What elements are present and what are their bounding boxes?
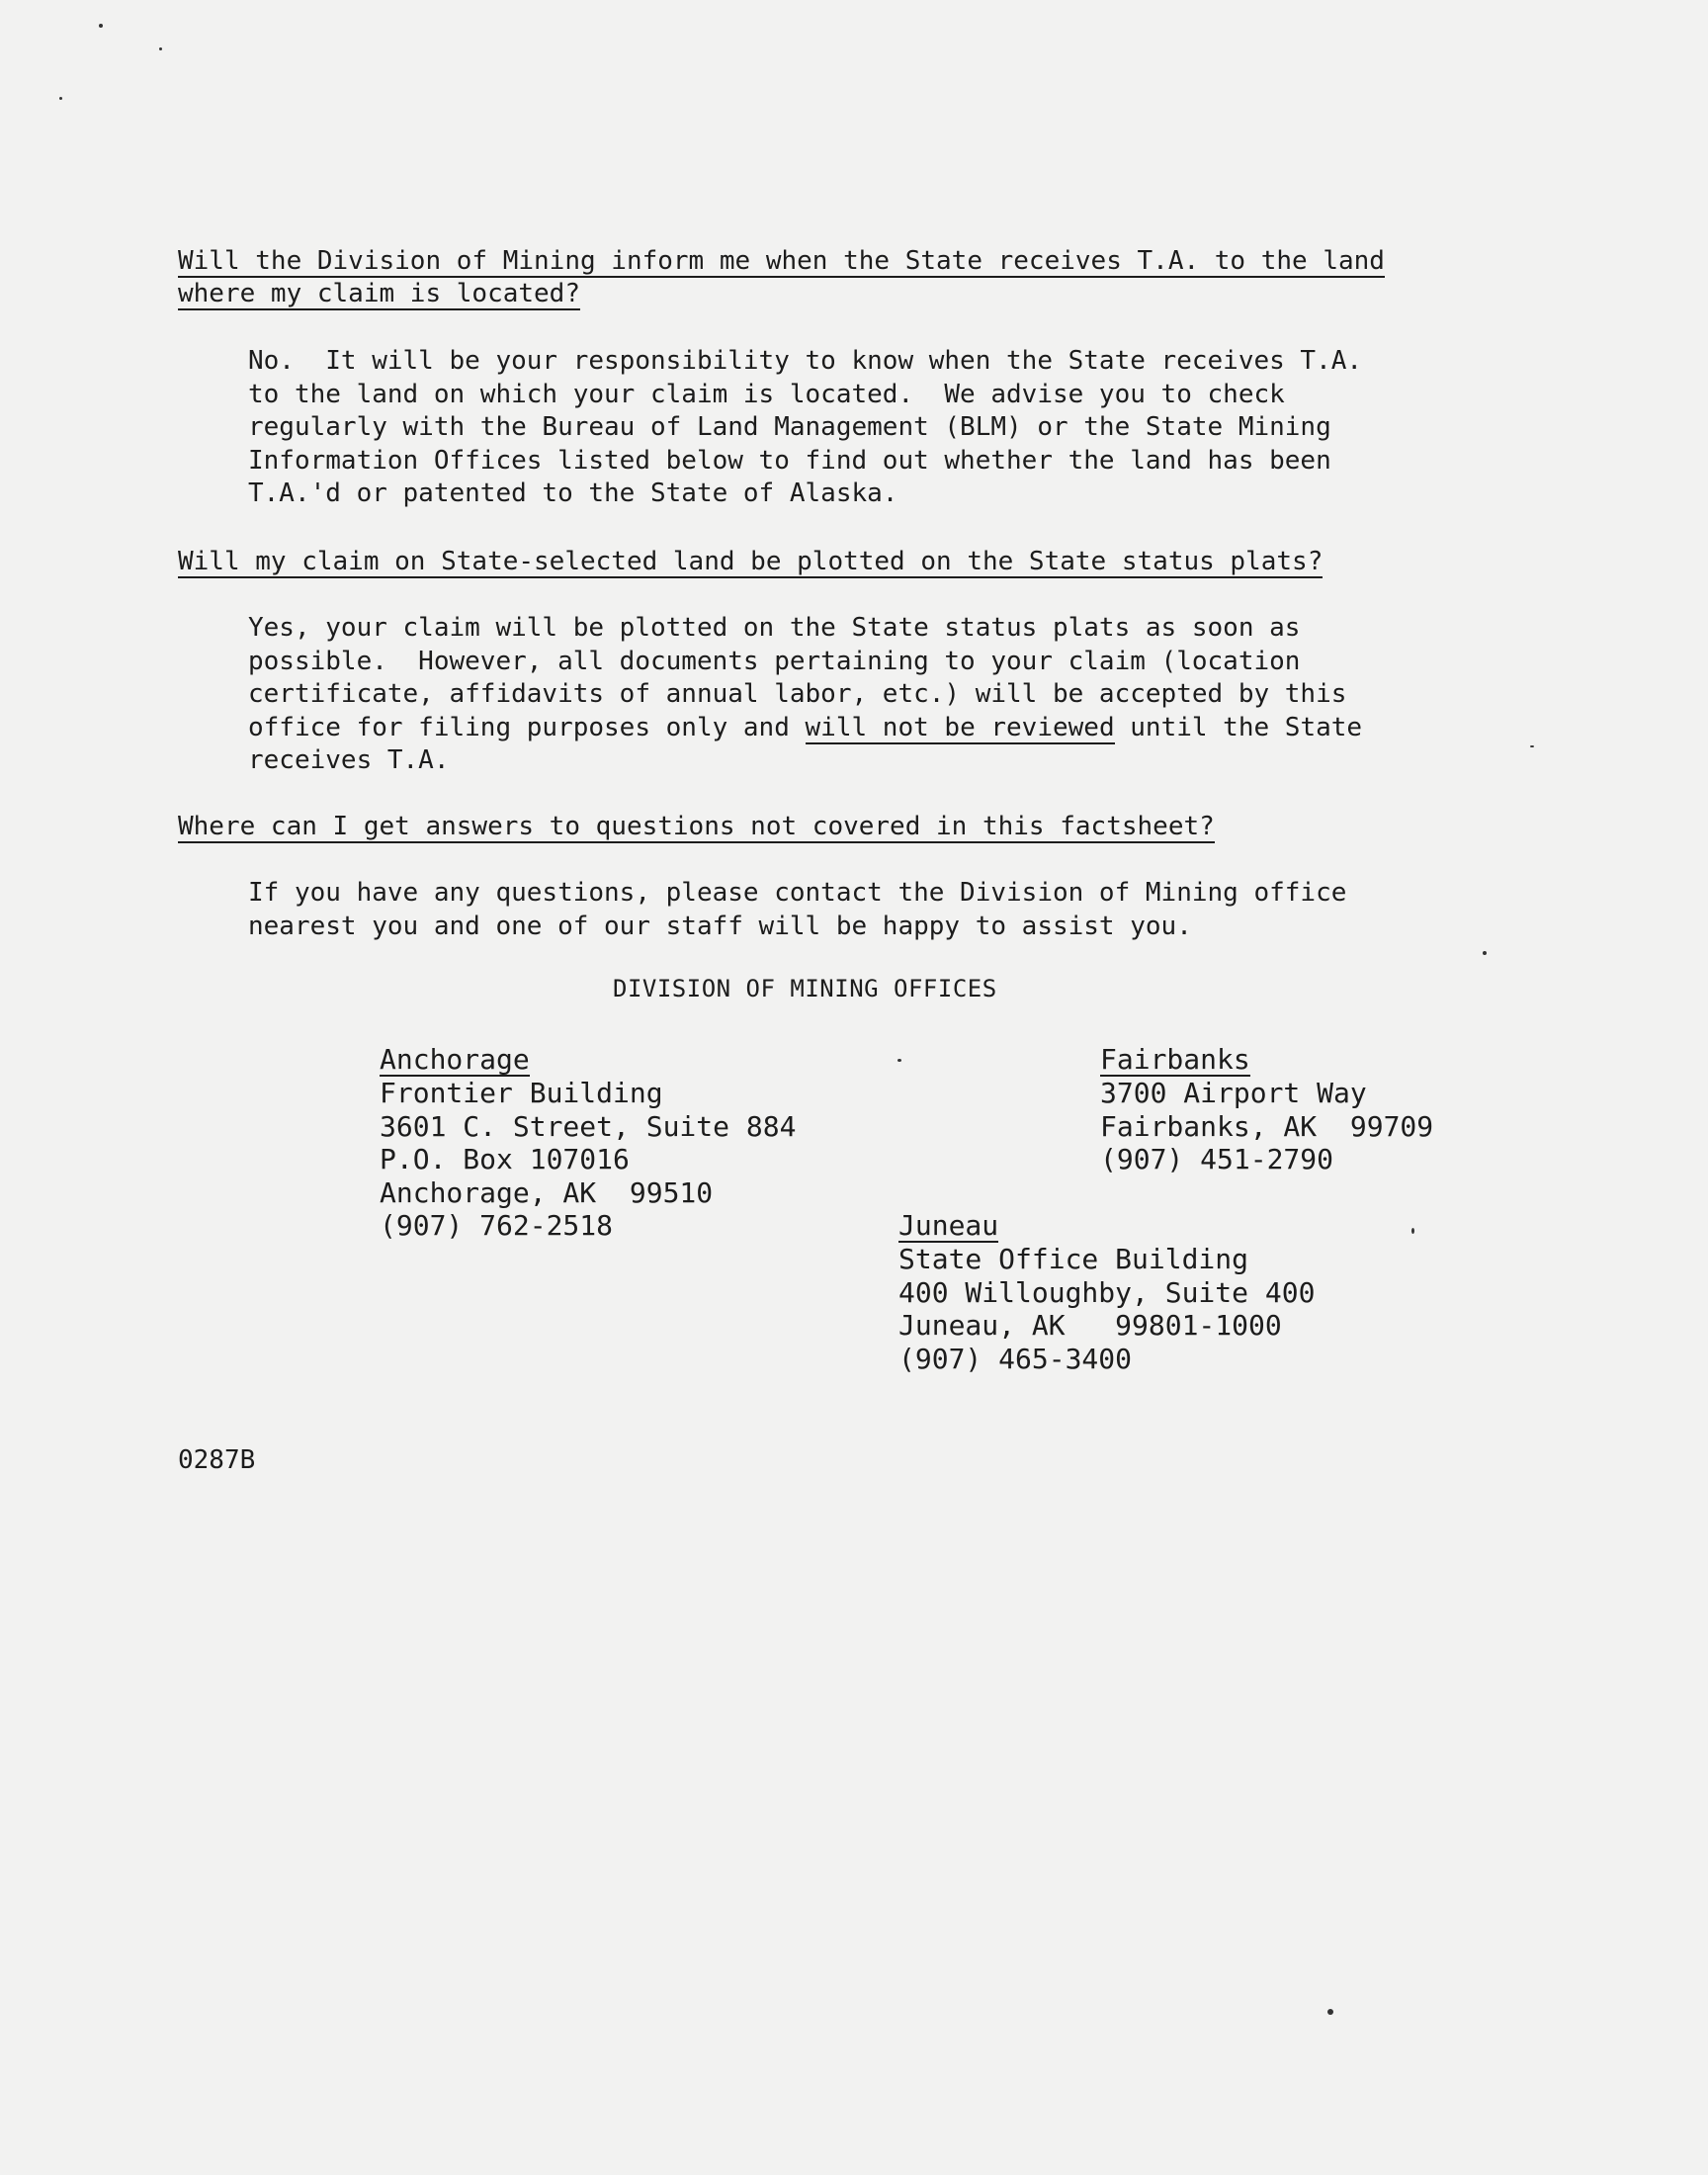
question-line: where my claim is located? xyxy=(178,279,580,308)
scan-speck xyxy=(1530,745,1534,747)
question-ta-notification xyxy=(178,245,1385,310)
office-line: 400 Willoughby, Suite 400 xyxy=(898,1275,1316,1309)
question-status-plats xyxy=(178,546,1323,578)
office-line: P.O. Box 107016 xyxy=(380,1143,630,1175)
answer-line: to the land on which your claim is located. We advise you to check xyxy=(248,379,1285,409)
scan-speck xyxy=(1483,951,1487,955)
office-anchorage xyxy=(380,1043,796,1243)
answer-line: T.A.'d or patented to the State of Alaska. xyxy=(248,478,898,508)
office-line: State Office Building xyxy=(898,1243,1249,1275)
scan-speck xyxy=(897,1059,901,1062)
question-line: Will the Division of Mining inform me when the State receives T.A. to the land xyxy=(178,246,1385,276)
office-line: (907) 465-3400 xyxy=(898,1342,1133,1375)
answer-line: If you have any questions, please contact the Division of Mining office xyxy=(248,878,1347,908)
answer-line: Information Offices listed below to find out whether the land has been xyxy=(248,445,1331,476)
office-line: 3700 Airport Way xyxy=(1100,1077,1367,1109)
answer-line: nearest you and one of our staff will be happy to assist you. xyxy=(248,911,1192,941)
office-city: Fairbanks xyxy=(1100,1043,1250,1076)
office-line: Anchorage, AK 99510 xyxy=(380,1175,714,1209)
offices-title: DIVISION OF MINING OFFICES xyxy=(613,975,997,1002)
office-line: Fairbanks, AK 99709 xyxy=(1100,1109,1434,1143)
office-line: Juneau, AK 99801-1000 xyxy=(898,1309,1282,1342)
question-line: Where can I get answers to questions not covered in this factsheet? xyxy=(178,812,1215,841)
answer-line: No. It will be your responsibility to know when the State receives T.A. xyxy=(248,346,1363,376)
office-line: (907) 451-2790 xyxy=(1100,1143,1334,1175)
office-city: Anchorage xyxy=(380,1043,530,1076)
office-line: 3601 C. Street, Suite 884 xyxy=(380,1109,797,1143)
office-juneau xyxy=(898,1209,1315,1375)
office-line: Frontier Building xyxy=(380,1077,663,1109)
scan-speck xyxy=(159,47,162,50)
scan-speck xyxy=(1411,1228,1414,1234)
scan-speck xyxy=(59,97,62,100)
office-line: (907) 762-2518 xyxy=(380,1209,614,1242)
document-code: 0287B xyxy=(178,1445,256,1475)
answer-more-answers xyxy=(248,877,1346,943)
question-more-answers xyxy=(178,811,1215,843)
scan-speck xyxy=(99,24,103,28)
answer-ta-notification xyxy=(248,345,1362,511)
answer-line: receives T.A. xyxy=(248,745,450,775)
answer-line: Yes, your claim will be plotted on the State status plats as soon as xyxy=(248,613,1301,643)
answer-status-plats xyxy=(248,612,1362,778)
answer-line: office for filing purposes only and xyxy=(248,712,806,742)
office-fairbanks xyxy=(1100,1043,1433,1176)
underlined-phrase: will not be reviewed xyxy=(805,712,1115,742)
scan-speck xyxy=(1327,2009,1333,2015)
question-line: Will my claim on State-selected land be plotted on the State status plats? xyxy=(178,547,1324,576)
answer-line: possible. However, all documents pertaining to your claim (location xyxy=(248,646,1301,676)
answer-line: certificate, affidavits of annual labor, etc.) will be accepted by this xyxy=(248,679,1347,709)
answer-line: regularly with the Bureau of Land Management (BLM) or the State Mining xyxy=(248,412,1331,442)
office-city: Juneau xyxy=(898,1209,999,1242)
answer-line-end: until the State xyxy=(1114,712,1363,742)
